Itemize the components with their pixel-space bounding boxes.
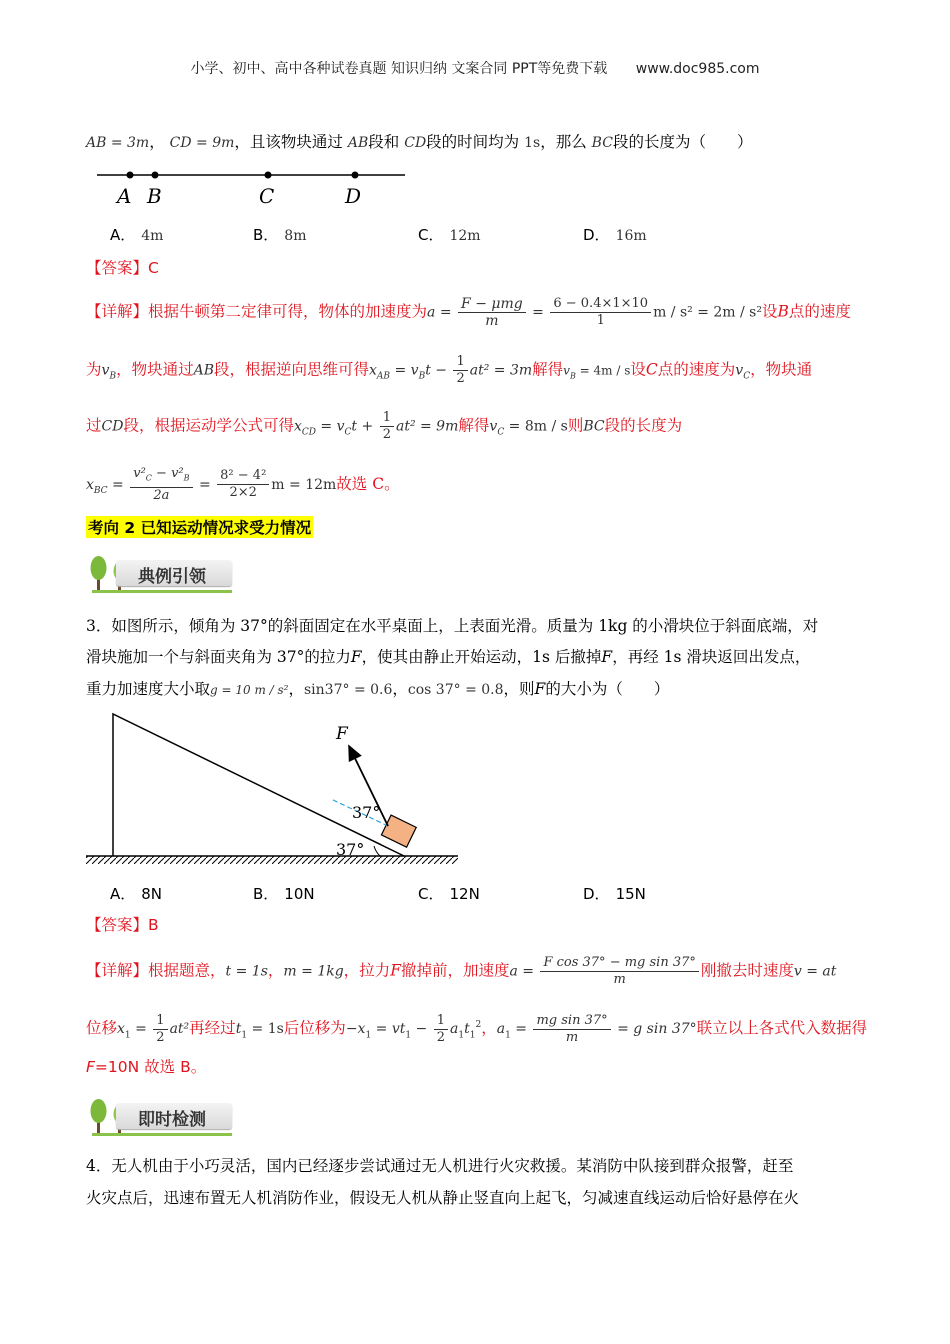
q2-number-line — [95, 162, 415, 210]
q2-stem: AB = 3m， CD = 9m，且该物块通过 AB段和 CD段的时间均为 1s，那么 BC段的长度为（ ） — [86, 133, 753, 151]
banner-examples — [86, 552, 236, 596]
point-a — [127, 172, 134, 179]
q3-detail-line1: 【详解】根据题意，t = 1s，m = 1kg，拉力F撤掉前，加速度a = $\frac{\text{F cos 37° − mg sin 37°}}{m}$ 刚撤去时速度v = at — [86, 955, 837, 987]
slider-block — [381, 815, 416, 847]
force-label: F — [336, 724, 348, 744]
q2-detail-line4: $x_{BC}$ = $\frac{v^2_C - v^2_B}{2a}$ = $\frac{\text{8² − 4²}}{2\times 2}$ m = 12m故选 C。 — [86, 466, 400, 503]
q2-option-c[interactable]: C． 12m — [418, 226, 481, 244]
q2-detail-line2: 为$v_B$，物块通过AB段，根据逆向思维可得$x_{AB} = v_Bt$ − $\frac{1}{2}$ at² = 3m解得$v_B = 4m / s$设C点的速度为$v_C$，物块通 — [86, 354, 813, 386]
ground-hatch — [86, 856, 458, 864]
q3-option-c[interactable]: C． 12N — [418, 885, 480, 903]
q3-stem-line1: 3．如图所示，倾角为 37°的斜面固定在水平桌面上，上表面光滑。质量为 1kg 的小滑块位于斜面底端，对 — [86, 617, 819, 635]
q2-option-b[interactable]: B． 8m — [253, 226, 307, 244]
q2-answer: 【答案】C — [86, 259, 159, 277]
label-a: A — [117, 184, 132, 208]
point-c — [265, 172, 272, 179]
header-text: 小学、初中、高中各种试卷真题 知识归纳 文案合同 PPT等免费下载 — [190, 61, 608, 77]
label-d: D — [345, 184, 362, 208]
point-d — [352, 172, 359, 179]
point-b — [152, 172, 159, 179]
label-c: C — [259, 184, 275, 208]
q3-detail-line3: F=10N 故选 B。 — [86, 1058, 207, 1076]
q2-option-d[interactable]: D． 16m — [583, 226, 647, 244]
q3-stem-line2: 滑块施加一个与斜面夹角为 37°的拉力F，使其由静止开始运动，1s 后撤掉F，再经 1s 滑块返回出发点， — [86, 648, 811, 666]
q4-stem-line2: 火灾点后，迅速布置无人机消防作业，假设无人机从静止竖直向上起飞，匀减速直线运动后恰好悬停在火 — [86, 1189, 800, 1207]
q3-detail-line2: 位移$x_1$ = $\frac{1}{2}$ at²再经过$t_1 = 1s$后位移为$-x_1 = vt_1$ − $\frac{1}{2}$ $a_1t_1^2$，$a_1$ = $\frac{\text{mg sin 37°}}{m}$ = g sin 37°联立以上各式代入数据得 — [86, 1012, 868, 1045]
page-header — [0, 58, 950, 78]
incline — [113, 714, 404, 856]
label-b: B — [147, 184, 162, 208]
banner-title: 典例引领 — [138, 567, 206, 587]
angle-label-top: 37° — [352, 803, 381, 822]
q2-detail-line3: 过CD段，根据运动学公式可得$x_{CD} = v_Ct$ + $\frac{1}{2}$ at² = 9m解得$v_C = 8m / s$则BC段的长度为 — [86, 410, 683, 442]
q3-incline-figure — [86, 708, 466, 868]
q3-option-b[interactable]: B． 10N — [253, 885, 315, 903]
q4-stem-line1: 4．无人机由于小巧灵活，国内已经逐步尝试通过无人机进行火灾救援。某消防中队接到群众报警，赶至 — [86, 1157, 794, 1175]
q3-answer: 【答案】B — [86, 916, 159, 934]
q3-option-d[interactable]: D． 15N — [583, 885, 646, 903]
q3-option-a[interactable]: A． 8N — [110, 885, 163, 903]
banner-check — [86, 1095, 236, 1139]
angle-label-bottom: 37° — [336, 840, 365, 859]
section-heading: 考向 2 已知运动情况求受力情况 — [86, 516, 313, 538]
q3-stem-line3: 重力加速度大小取g = 10 m / s²，sin37° = 0.6，cos 37° = 0.8，则F的大小为（ ） — [86, 680, 670, 698]
header-site[interactable]: www.doc985.com — [635, 61, 760, 77]
q2-detail-line1: 【详解】根据牛顿第二定律可得，物体的加速度为a = $\frac{\text{F − μmg}}{m}$ = $\frac{6 - 0.4\times 1\times 10}{1}$ m / s² = 2m / s²设B点的速度 — [86, 296, 851, 329]
banner-title: 即时检测 — [138, 1110, 206, 1130]
q2-option-a[interactable]: A． 4m — [110, 226, 164, 244]
